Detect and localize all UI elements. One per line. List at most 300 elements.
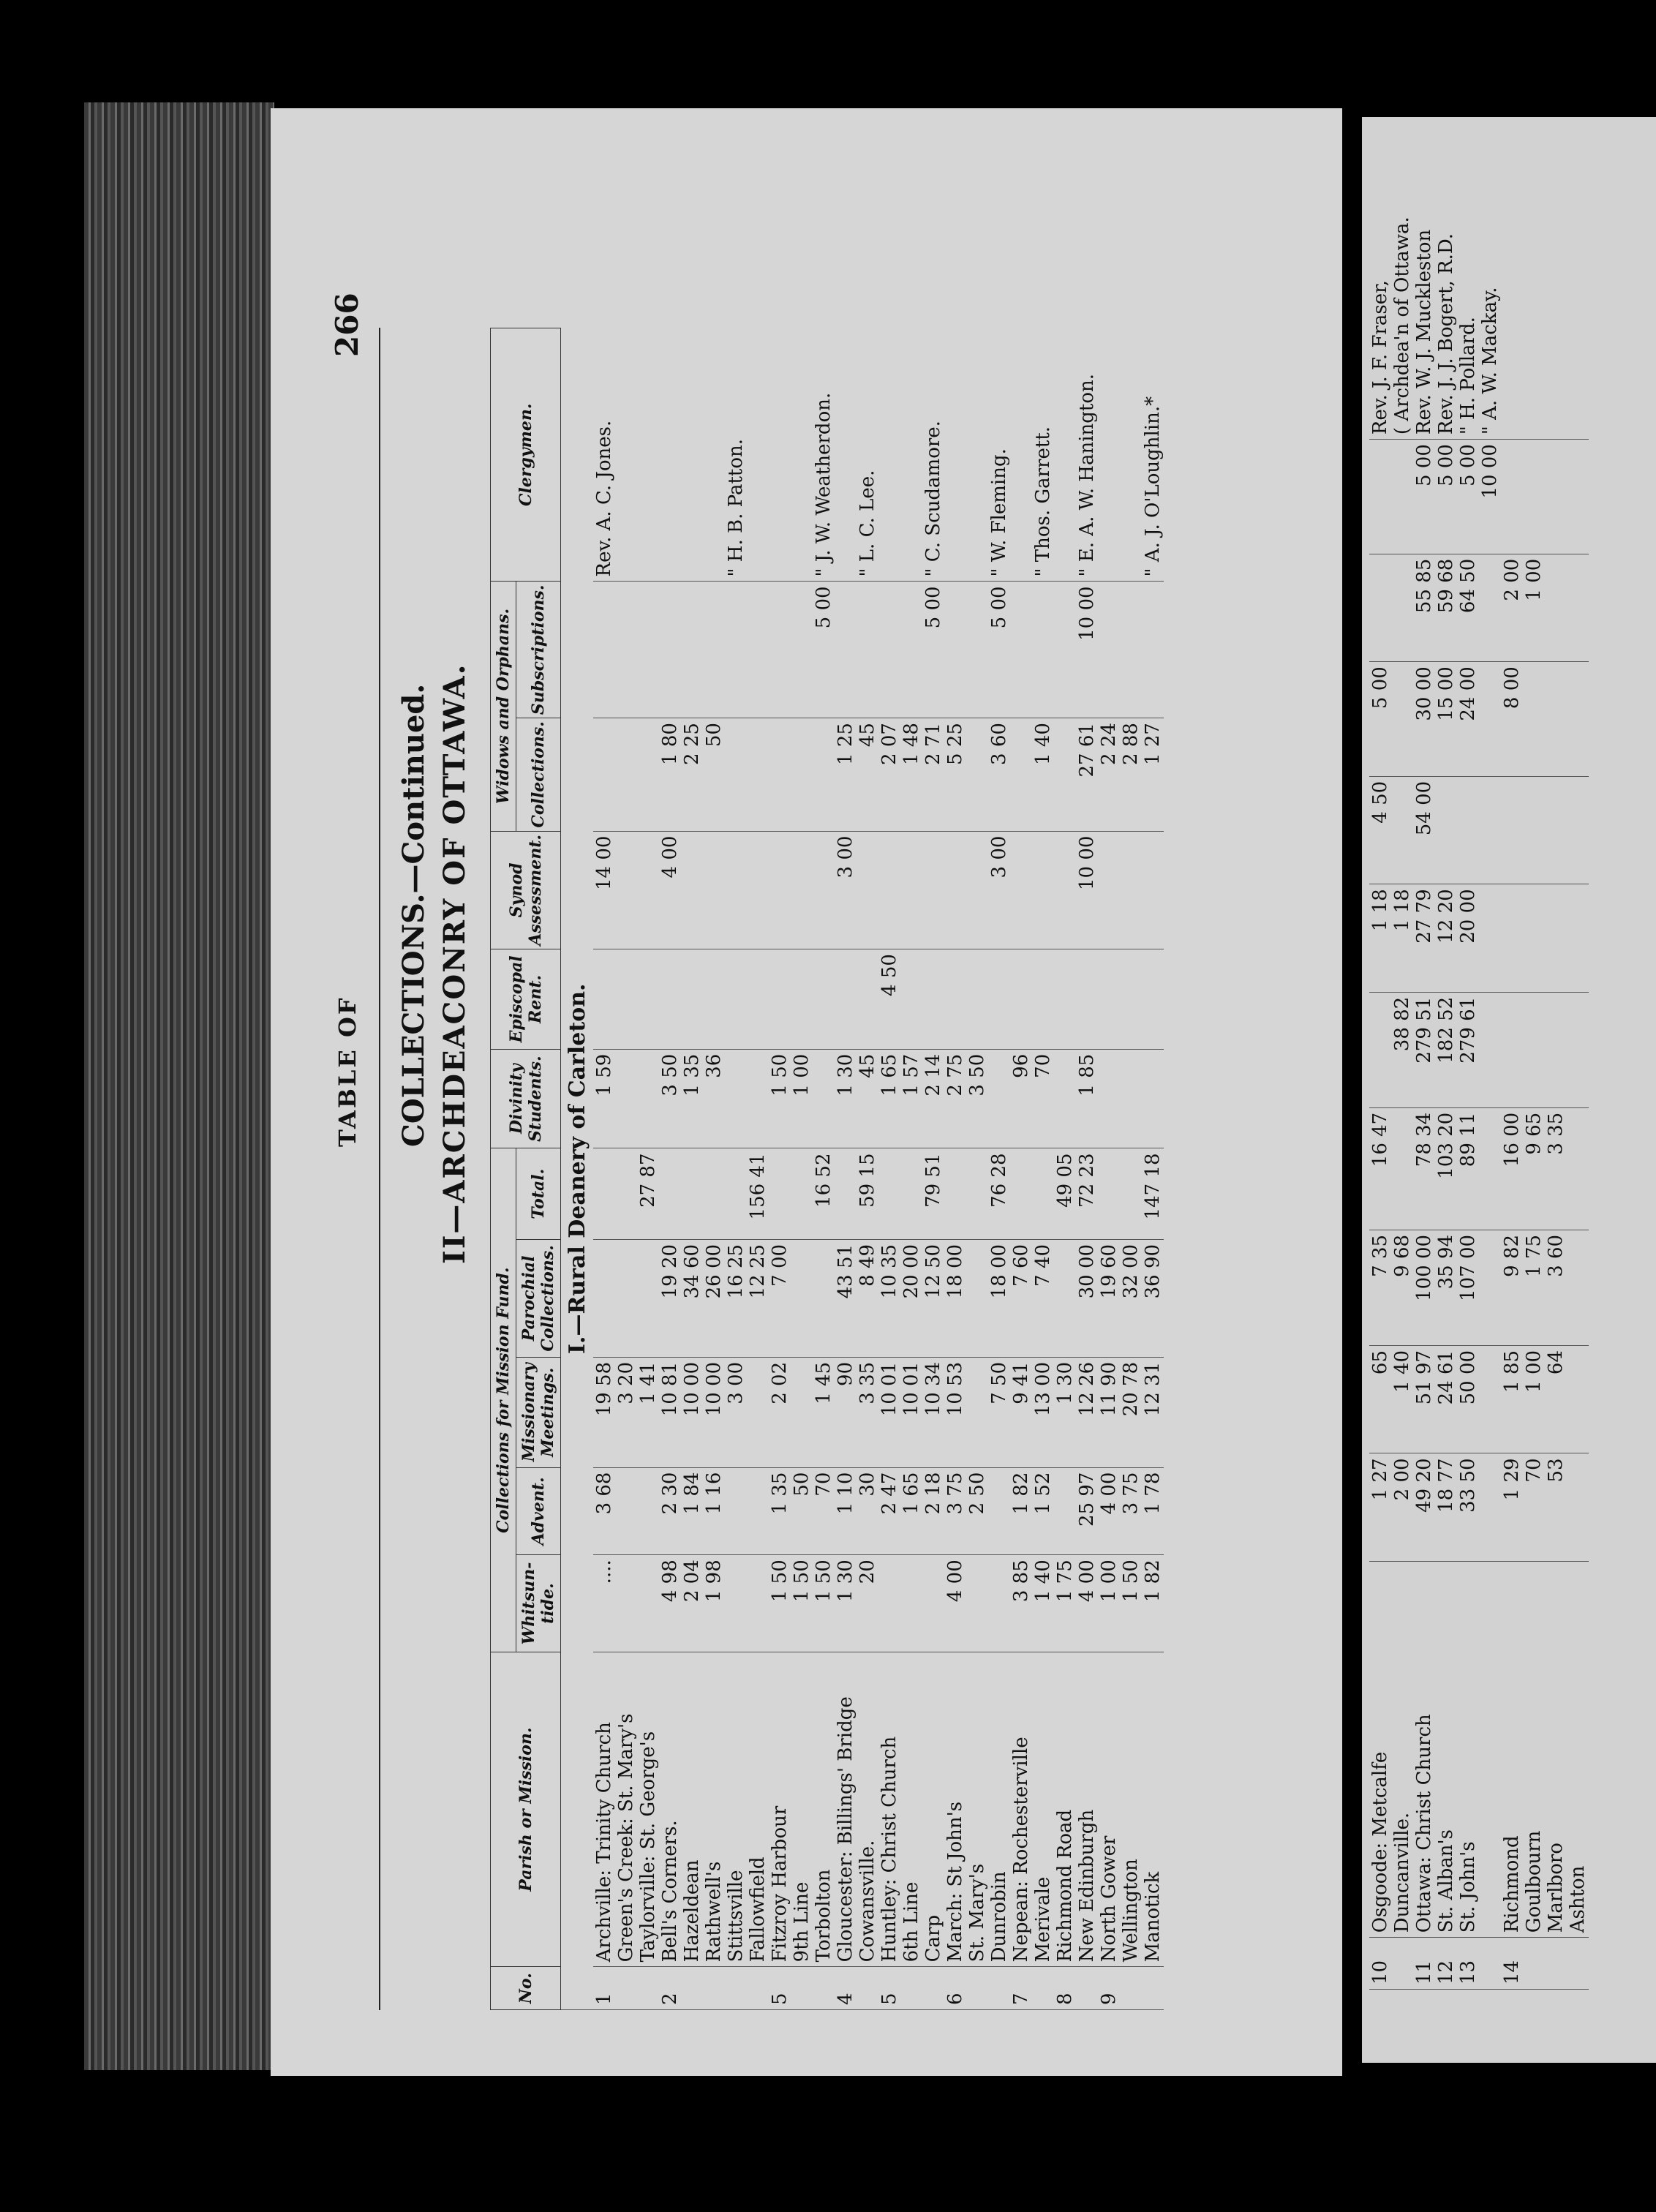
cell-adv: 2 18 [922,1467,944,1555]
cell-col: 1 40 [1032,718,1054,832]
cell-miss: 2 02 [769,1357,791,1467]
cell-no: 9 [1098,1967,1120,2010]
table-row [703,328,725,2010]
cell-par: 89 11 [1457,1107,1479,1230]
cell-adv: 1 16 [703,1467,725,1555]
cell-col: 1 27 [1142,718,1164,832]
cell-parish: St. Alban's [1435,1561,1457,1937]
cell-miss: 3 00 [725,1357,747,1467]
cell-subs [1567,440,1589,554]
cell-clergy [747,328,769,582]
cell-adv: 70 [813,1467,835,1555]
cell-parish: Merivale [1032,1652,1054,1967]
cell-no [900,1967,922,2010]
cell-adv: 1 40 [1391,1345,1413,1453]
cell-clergy: Rev. A. C. Jones. [593,328,615,582]
cell-syn [791,831,813,949]
cell-no [1567,1938,1589,1990]
cell-whit: 2 00 [1391,1453,1413,1561]
cell-parish: Hazeldean [681,1652,703,1967]
col-divinity: Divinity Students. [491,1049,561,1148]
cell-syn [944,831,966,949]
cell-par [791,1239,813,1357]
cell-parish: Carp [922,1652,944,1967]
cell-subs [900,582,922,718]
cell-miss: 9 41 [1010,1357,1032,1467]
cell-epis [615,949,637,1050]
cell-syn [637,831,659,949]
cell-par [1479,1107,1501,1230]
cell-div [813,1049,835,1148]
cell-subs: 5 00 [813,582,835,718]
cell-epis [1032,949,1054,1050]
cell-subs: 5 00 [1435,440,1457,554]
cell-miss: 90 [835,1357,857,1467]
cell-epis [791,949,813,1050]
cell-epis [1076,949,1098,1050]
cell-par: 32 00 [1120,1239,1142,1357]
cell-syn [703,831,725,949]
col-total: Total. [516,1148,561,1239]
rotated-table-continuation [1369,117,1647,1990]
cell-clergy: Rev. W. J. Muckleston [1413,117,1435,440]
cell-clergy [1545,117,1567,440]
cell-adv [1054,1467,1076,1555]
cell-subs [878,582,900,718]
cell-div [637,1049,659,1148]
cell-col: 1 25 [835,718,857,832]
table-row [1479,117,1501,1990]
table-row [1010,328,1032,2010]
table-row [1054,328,1076,2010]
cell-clergy: " L. C. Lee. [857,328,878,582]
cell-par: 16 47 [1369,1107,1391,1230]
cell-adv: 1 00 [1523,1345,1545,1453]
cell-par: 9 65 [1523,1107,1545,1230]
cell-parish: North Gower [1098,1652,1120,1967]
cell-subs [1501,440,1523,554]
cell-total [900,1148,922,1239]
collections-table [490,328,1164,2010]
table-body [593,328,1164,2010]
cell-miss: 1 45 [813,1357,835,1467]
cell-subs [835,582,857,718]
cell-adv: 65 [1369,1345,1391,1453]
page-header [329,293,373,2010]
cell-total: 147 18 [1142,1148,1164,1239]
cell-subs [725,582,747,718]
cell-par [1054,1239,1076,1357]
cell-par: 18 00 [944,1239,966,1357]
cell-col [593,718,615,832]
cell-adv: 30 [857,1467,878,1555]
cell-epis [1142,949,1164,1050]
cell-clergy: " W. Fleming. [988,328,1010,582]
cell-epis [1479,776,1501,884]
cell-col: 2 25 [681,718,703,832]
cell-adv: 1 10 [835,1467,857,1555]
cell-syn [769,831,791,949]
cell-par [1567,1107,1589,1230]
table-row [1032,328,1054,2010]
table-row [1523,117,1545,1990]
cell-col [615,718,637,832]
cell-syn [1523,662,1545,777]
cell-whit: 70 [1523,1453,1545,1561]
cell-syn [615,831,637,949]
cell-epis [900,949,922,1050]
cell-epis: 4 50 [878,949,900,1050]
cell-adv: 1 82 [1010,1467,1032,1555]
cell-parish: Goulbourn [1523,1561,1545,1937]
col-clergymen: Clergymen. [491,328,561,582]
cell-par: 103 20 [1435,1107,1457,1230]
cell-no [1479,1938,1501,1990]
book-spine [84,102,274,2070]
table-row [659,328,681,2010]
cell-syn [747,831,769,949]
cell-div: 12 20 [1435,884,1457,992]
cell-epis [1435,776,1457,884]
cell-par: 16 00 [1501,1107,1523,1230]
cell-miss: 10 81 [659,1357,681,1467]
cell-col [1545,554,1567,661]
cell-syn [1545,662,1567,777]
cell-col [747,718,769,832]
cell-par: 12 25 [747,1239,769,1357]
cell-par: 18 00 [988,1239,1010,1357]
cell-col [1054,718,1076,832]
cell-div: 1 00 [791,1049,813,1148]
cell-no [725,1967,747,2010]
table-row [857,328,878,2010]
cell-miss: 100 00 [1413,1230,1435,1345]
cell-whit: 33 50 [1457,1453,1479,1561]
cell-total [1501,992,1523,1107]
cell-div: 1 18 [1391,884,1413,992]
cell-whit: 4 98 [659,1555,681,1652]
table-row [1120,328,1142,2010]
cell-no: 5 [769,1967,791,2010]
cell-epis [922,949,944,1050]
cell-div: 1 57 [900,1049,922,1148]
cell-miss: 1 41 [637,1357,659,1467]
cell-epis [747,949,769,1050]
cell-parish: Fallowfield [747,1652,769,1967]
running-head: TABLE OF [334,996,361,1147]
cell-clergy [1501,117,1523,440]
cell-epis [1098,949,1120,1050]
cell-adv: 50 [791,1467,813,1555]
cell-clergy [659,328,681,582]
cell-par: 20 00 [900,1239,922,1357]
cell-parish: Duncanville. [1391,1561,1413,1937]
cell-whit: 1 50 [769,1555,791,1652]
cell-par: 8 49 [857,1239,878,1357]
cell-no: 12 [1435,1938,1457,1990]
cell-parish: St. Mary's [966,1652,988,1967]
cell-miss: 11 90 [1098,1357,1120,1467]
cell-adv: 50 00 [1457,1345,1479,1453]
cell-epis [659,949,681,1050]
cell-no: 13 [1457,1938,1479,1990]
cell-subs [637,582,659,718]
cell-total [1567,992,1589,1107]
cell-total [1369,992,1391,1107]
deanery-heading: I.—Rural Deanery of Carleton. [561,328,594,2010]
cell-col [813,718,835,832]
cell-miss: 19 58 [593,1357,615,1467]
cell-div [1479,884,1501,992]
cell-syn [1567,662,1589,777]
cell-no [966,1967,988,2010]
cell-parish: Osgoode: Metcalfe [1369,1561,1391,1937]
cell-total [878,1148,900,1239]
cell-subs [1120,582,1142,718]
cell-miss: 10 00 [703,1357,725,1467]
cell-par [637,1239,659,1357]
cell-syn [878,831,900,949]
cell-miss: 1 75 [1523,1230,1545,1345]
cell-miss: 10 34 [922,1357,944,1467]
cell-clergy [1523,117,1545,440]
cell-div: 1 18 [1369,884,1391,992]
cell-div: 1 50 [769,1049,791,1148]
cell-clergy: " H. B. Patton. [725,328,747,582]
cell-whit [878,1555,900,1652]
cell-miss: 3 60 [1545,1230,1567,1345]
table-body-continued [1369,117,1589,1990]
cell-col: 1 00 [1523,554,1545,661]
cell-adv: 25 97 [1076,1467,1098,1555]
cell-parish: Stittsville [725,1652,747,1967]
cell-epis [1523,776,1545,884]
cell-syn: 5 00 [1369,662,1391,777]
cell-subs [966,582,988,718]
cell-subs [791,582,813,718]
cell-par [966,1239,988,1357]
cell-miss: 10 01 [900,1357,922,1467]
cell-miss: 107 00 [1457,1230,1479,1345]
cell-total [681,1148,703,1239]
cell-div [1523,884,1545,992]
cell-col: 2 07 [878,718,900,832]
cell-col: 1 48 [900,718,922,832]
cell-epis [988,949,1010,1050]
cell-whit: 1 50 [1120,1555,1142,1652]
cell-total [615,1148,637,1239]
cell-parish: Nepean: Rochesterville [1010,1652,1032,1967]
cell-miss: 12 26 [1076,1357,1098,1467]
header-row [491,328,516,2010]
cell-no: 6 [944,1967,966,2010]
cell-subs [1523,440,1545,554]
cell-div [725,1049,747,1148]
cell-no [791,1967,813,2010]
cell-miss: 35 94 [1435,1230,1457,1345]
cell-col [1369,554,1391,661]
cell-par: 34 60 [681,1239,703,1357]
cell-col [966,718,988,832]
cell-col [637,718,659,832]
cell-clergy: " J. W. Weatherdon. [813,328,835,582]
cell-epis [703,949,725,1050]
table-row [1457,117,1479,1990]
cell-total [1010,1148,1032,1239]
cell-div: 1 30 [835,1049,857,1148]
cell-no [813,1967,835,2010]
cell-no [1032,1967,1054,2010]
cell-div [1120,1049,1142,1148]
cell-div [1098,1049,1120,1148]
cell-col: 1 80 [659,718,681,832]
cell-clergy: Rev. J. J. Bogert, R.D. [1435,117,1457,440]
cell-syn: 14 00 [593,831,615,949]
cell-subs [1391,440,1413,554]
cell-div: 20 00 [1457,884,1479,992]
cell-adv: 1 65 [900,1467,922,1555]
cell-whit: 1 29 [1501,1453,1523,1561]
cell-adv [637,1467,659,1555]
cell-no [703,1967,725,2010]
cell-whit: .... [593,1555,615,1652]
cell-whit: 1 98 [703,1555,725,1652]
cell-epis [769,949,791,1050]
cell-whit: 1 82 [1142,1555,1164,1652]
cell-total [725,1148,747,1239]
cell-div [1567,884,1589,992]
cell-clergy [1054,328,1076,582]
cell-clergy [835,328,857,582]
cell-syn [813,831,835,949]
cell-total: 38 82 [1391,992,1413,1107]
table-row [593,328,615,2010]
cell-par: 36 90 [1142,1239,1164,1357]
cell-div: 1 85 [1076,1049,1098,1148]
cell-clergy [637,328,659,582]
cell-parish: Gloucester: Billings' Bridge [835,1652,857,1967]
cell-clergy: " C. Scudamore. [922,328,944,582]
cell-miss [1479,1230,1501,1345]
cell-total [659,1148,681,1239]
cell-epis [813,949,835,1050]
cell-subs [944,582,966,718]
cell-whit [1479,1453,1501,1561]
cell-no [922,1967,944,2010]
cell-subs [615,582,637,718]
cell-par: 16 25 [725,1239,747,1357]
deanery-row [561,328,594,2010]
cell-col: 2 71 [922,718,944,832]
cell-subs [1098,582,1120,718]
cell-clergy [703,328,725,582]
cell-no: 1 [593,1967,615,2010]
cell-col: 2 00 [1501,554,1523,661]
cell-div: 1 35 [681,1049,703,1148]
cell-div: 36 [703,1049,725,1148]
table-row [1545,117,1567,1990]
cell-col: 64 50 [1457,554,1479,661]
cell-total [1479,992,1501,1107]
cell-syn [857,831,878,949]
table-row [813,328,835,2010]
cell-whit: 1 00 [1098,1555,1120,1652]
cell-whit [615,1555,637,1652]
cell-parish [1479,1561,1501,1937]
col-synod: Synod Assessment. [491,831,561,949]
col-episcopal: Episcopal Rent. [491,949,561,1050]
cell-adv: 1 78 [1142,1467,1164,1555]
cell-par [593,1239,615,1357]
cell-adv: 2 47 [878,1467,900,1555]
cell-parish: Manotick [1142,1652,1164,1967]
cell-adv: 1 52 [1032,1467,1054,1555]
cell-div: 27 79 [1413,884,1435,992]
cell-no: 7 [1010,1967,1032,2010]
cell-total [944,1148,966,1239]
cell-whit: 3 85 [1010,1555,1032,1652]
col-collections: Collections. [516,718,561,832]
cell-epis [1457,776,1479,884]
cell-adv: 51 97 [1413,1345,1435,1453]
col-parochial: Parochial Collections. [516,1239,561,1357]
cell-total: 79 51 [922,1148,944,1239]
cell-adv: 2 50 [966,1467,988,1555]
cell-total [835,1148,857,1239]
cell-no: 2 [659,1967,681,2010]
cell-parish: Torbolton [813,1652,835,1967]
cell-div: 3 50 [659,1049,681,1148]
cell-adv [615,1467,637,1555]
cell-parish: March: St John's [944,1652,966,1967]
cell-no: 4 [835,1967,857,2010]
cell-col: 2 24 [1098,718,1120,832]
cell-div: 45 [857,1049,878,1148]
cell-div: 96 [1010,1049,1032,1148]
cell-miss: 12 31 [1142,1357,1164,1467]
cell-adv [725,1467,747,1555]
cell-no: 5 [878,1967,900,2010]
continuation-table [1369,117,1589,1990]
cell-miss [791,1357,813,1467]
cell-syn [966,831,988,949]
cell-parish: St. John's [1457,1561,1479,1937]
cell-syn: 8 00 [1501,662,1523,777]
cell-adv: 64 [1545,1345,1567,1453]
table-row [725,328,747,2010]
cell-subs [659,582,681,718]
cell-par [813,1239,835,1357]
cell-div [1501,884,1523,992]
cell-adv: 1 35 [769,1467,791,1555]
cell-par: 7 00 [769,1239,791,1357]
cell-epis: 54 00 [1413,776,1435,884]
cell-col: 5 25 [944,718,966,832]
cell-adv: 3 75 [1120,1467,1142,1555]
cell-whit [966,1555,988,1652]
cell-subs: 5 00 [922,582,944,718]
cell-parish: Richmond Road [1054,1652,1076,1967]
cell-clergy: " E. A. W. Hanington. [1076,328,1098,582]
cell-syn: 3 00 [988,831,1010,949]
cell-epis [637,949,659,1050]
cell-clergy [681,328,703,582]
cell-syn [1032,831,1054,949]
col-whitsuntide: Whitsun-tide. [516,1555,561,1652]
cell-adv [988,1467,1010,1555]
cell-total: 279 61 [1457,992,1479,1107]
cell-col [1010,718,1032,832]
